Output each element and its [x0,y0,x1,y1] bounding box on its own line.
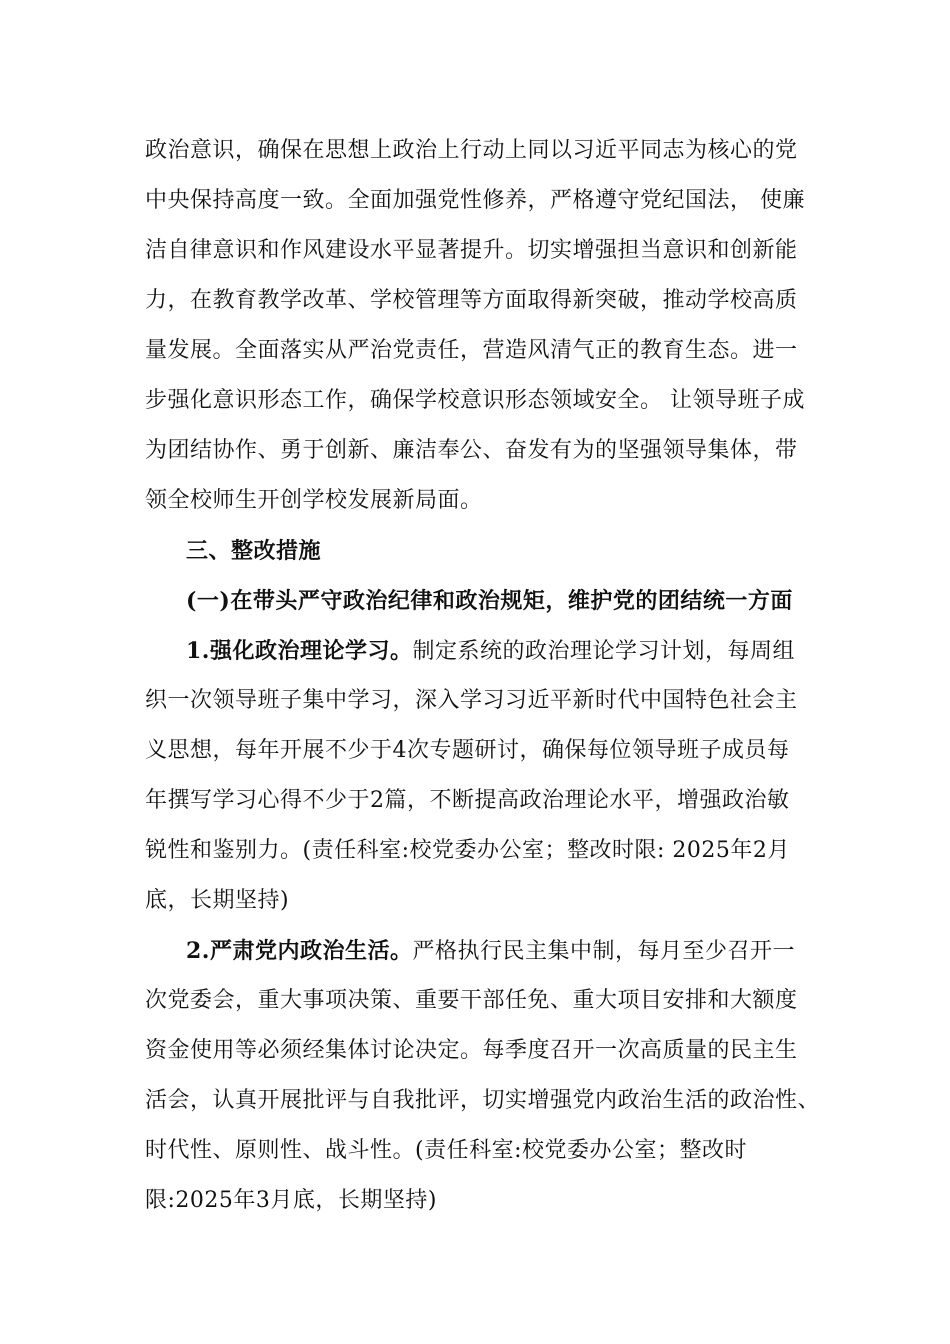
paragraph-line: 政治意识，确保在思想上政治上行动上同以习近平同志为核心的党 [145,138,798,163]
item2-first-line-text: 严格执行民主集中制，每月至少召开一 [412,939,795,964]
item-line: 年撰写学习心得不少于2篇，不断提高政治理论水平，增强政治敏 [145,788,790,813]
item-line: 限:2025年3月底，长期坚持) [145,1188,437,1213]
paragraph-line: 领全校师生开创学校发展新局面。 [145,488,483,513]
item-line: 次党委会，重大事项决策、重要干部任免、重大项目安排和大额度 [145,988,798,1013]
item1-title: 1.强化政治理论学习。 [186,638,413,664]
paragraph-line: 步强化意识形态工作，确保学校意识形态领域安全。 让领导班子成 [145,388,805,413]
item-line: 义思想，每年开展不少于4次专题研讨，确保每位领导班子成员每 [145,738,790,763]
item-first-line [186,636,795,667]
item1-first-line-text: 制定系统的政治理论学习计划，每周组 [412,639,795,664]
item-line: 活会，认真开展批评与自我批评，切实增强党内政治生活的政治性、 [145,1088,821,1113]
paragraph-line: 力，在教育教学改革、学校管理等方面取得新突破，推动学校高质 [145,288,798,313]
paragraph-line: 为团结协作、勇于创新、廉洁奉公、奋发有为的坚强领导集体，带 [145,438,798,463]
section-heading: 三、整改措施 [186,538,322,564]
item-first-line [186,936,795,967]
item-line: 锐性和鉴别力。(责任科室:校党委办公室；整改时限: 2025年2月 [145,838,790,863]
paragraph-line: 量发展。全面落实从严治党责任，营造风清气正的教育生态。进一 [145,338,798,363]
item-line: 底，长期坚持) [145,888,290,913]
subsection-heading: (一)在带头严守政治纪律和政治规矩，维护党的团结统一方面 [186,588,793,614]
item-line: 织一次领导班子集中学习，深入学习习近平新时代中国特色社会主 [145,688,798,713]
paragraph-line: 洁自律意识和作风建设水平显著提升。切实增强担当意识和创新能 [145,238,798,263]
item-line: 时代性、原则性、战斗性。(责任科室:校党委办公室；整改时 [145,1138,747,1163]
item2-title: 2.严肃党内政治生活。 [186,938,413,964]
item-line: 资金使用等必须经集体讨论决定。每季度召开一次高质量的民主生 [145,1038,798,1063]
paragraph-line: 中央保持高度一致。全面加强党性修养，严格遵守党纪国法， 使廉 [145,188,805,213]
